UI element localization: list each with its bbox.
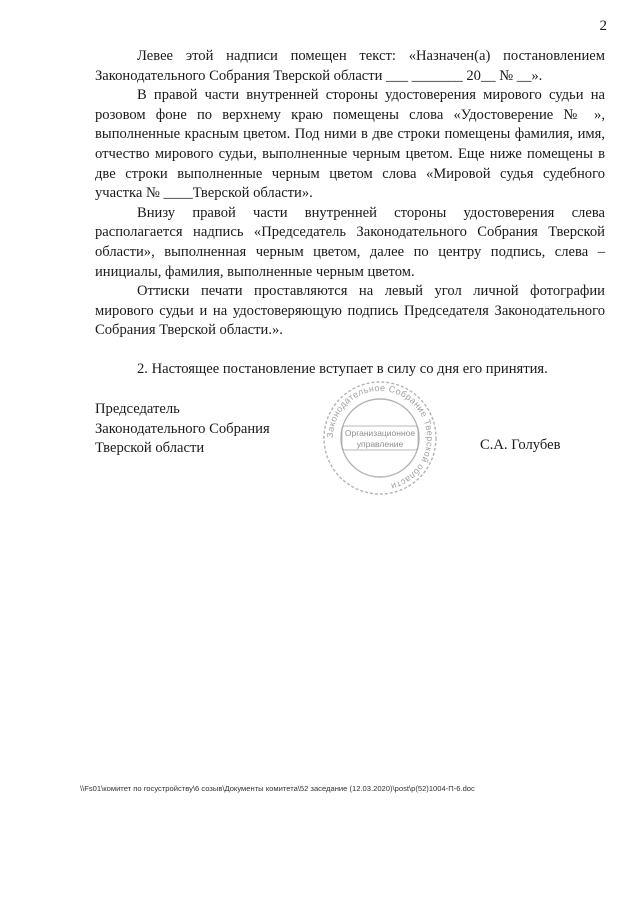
page-number: 2 [599, 18, 607, 34]
signatory-title-line-3: Тверской области [95, 440, 205, 457]
clause-effective-date: 2. Настоящее постановление вступает в силу со дня его принятия. [137, 360, 548, 377]
paragraph-seal-impressions: Оттиски печати проставляются на левый угол личной фотографии мирового судьи и на удостоверяющую подпись Председателя Законодательного Собрания Тверской области.». [95, 283, 605, 339]
paragraph-appointment-text: Левее этой надписи помещен текст: «Назначен(а) постановлением Законодательного Собрания Тверской области ___ _______ 20__ № __». [95, 48, 605, 84]
document-body [95, 47, 605, 380]
signatory-name: С.А. Голубев [480, 437, 561, 453]
paragraph-right-side-bottom: Внизу правой части внутренней стороны удостоверения слева располагается надпись «Председатель Законодательного Собрания Тверской области», выполненная черным цветом, далее по центру подпись, слева – инициалы, фамилия, выполненные черным цветом. [95, 204, 605, 280]
seal-ring-text: Законодательное Собрание Тверской области [324, 382, 436, 492]
seal-center-line-1: Организационное [344, 428, 416, 438]
signatory-title-line-1: Председатель [95, 401, 180, 417]
document-file-path: \\Fs01\комитет по госустройству\6 созыв\Документы комитета\52 заседание (12.03.2020)\post\p(52)1004-П-6.doc [80, 784, 475, 793]
seal-stamp [320, 378, 440, 498]
seal-circle-outer [324, 382, 436, 494]
seal-center-line-2: управление [356, 439, 404, 449]
paragraph-right-side-top: В правой части внутренней стороны удостоверения мирового судьи на розовом фоне по верхнему краю помещены слова «Удостоверение № », выполненные красным цветом. Под ними в две строки помещены фамилия, имя, отчество мирового судьи, выполненные черным цветом. Еще ниже помещены в две строки выполненные черным цветом слова «Мировой судья судебного участка № ____Тверской области». [95, 87, 605, 202]
signatory-title [95, 400, 270, 459]
signatory-title-line-2: Законодательного Собрания [95, 420, 270, 437]
